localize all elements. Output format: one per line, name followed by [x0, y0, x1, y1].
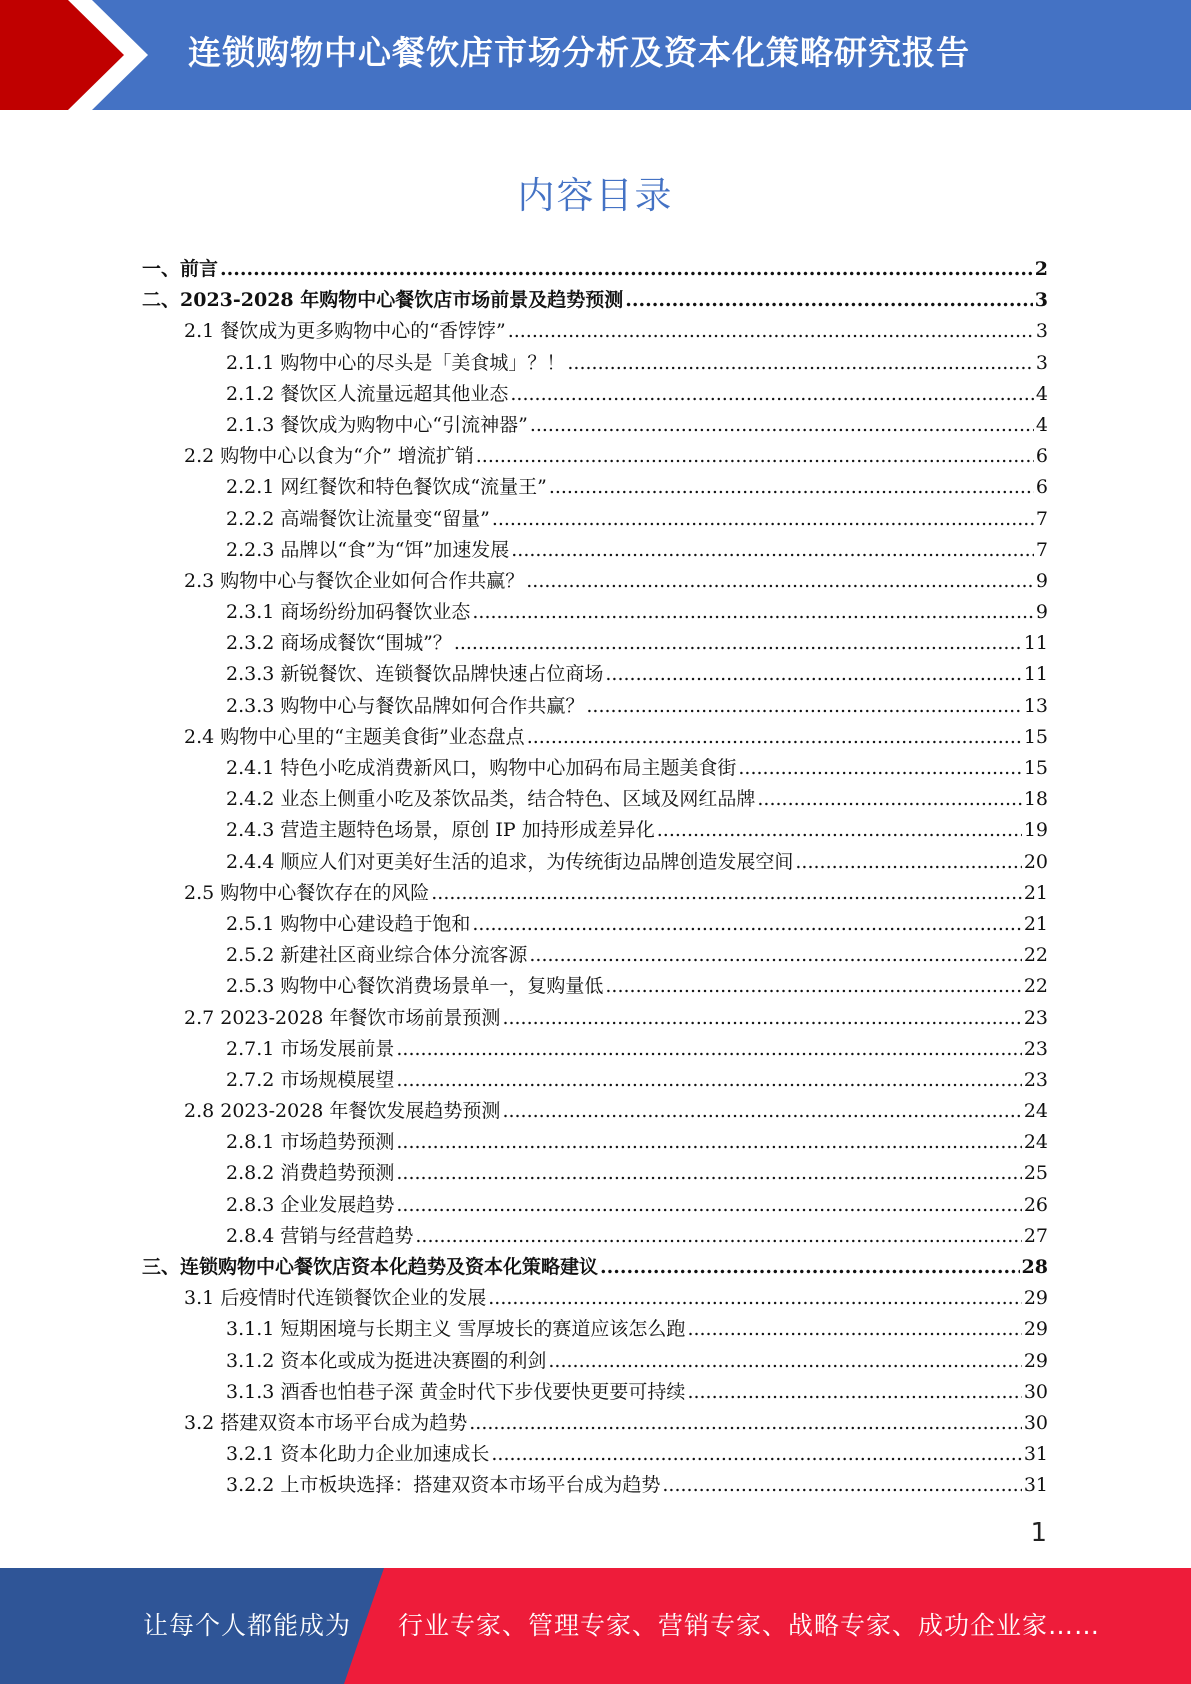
toc-entry[interactable]: [142, 1096, 1048, 1127]
toc-entry-page: 9: [1035, 601, 1048, 624]
toc-entry[interactable]: [142, 597, 1048, 628]
toc-entry-label: 2.2.2 高端餐饮让流量变“留量”: [226, 507, 490, 530]
toc-leader-dots: [502, 1096, 1021, 1127]
toc-entry-page: 11: [1023, 663, 1048, 686]
toc-entry-page: 4: [1035, 413, 1048, 436]
toc-leader-dots: [491, 1439, 1021, 1470]
toc-entry-label: 2.1.1 购物中心的尽头是「美食城」？！: [226, 351, 566, 374]
toc-leader-dots: [502, 1003, 1021, 1034]
toc-entry-page: 29: [1023, 1287, 1048, 1310]
toc-entry-label: 2.3.3 购物中心与餐饮品牌如何合作共赢？: [226, 694, 585, 717]
toc-leader-dots: [738, 753, 1021, 784]
toc-entry-label: 2.3.1 商场纷纷加码餐饮业态: [226, 601, 471, 624]
toc-entry-page: 9: [1035, 569, 1048, 592]
toc-entry-page: 21: [1023, 912, 1048, 935]
toc-entry-label: 2.5.2 新建社区商业综合体分流客源: [226, 944, 528, 967]
toc-leader-dots: [657, 815, 1022, 846]
toc-entry[interactable]: [142, 909, 1048, 940]
toc-leader-dots: [549, 472, 1034, 503]
toc-entry-page: 31: [1023, 1474, 1048, 1497]
toc-leader-dots: [567, 348, 1034, 379]
toc-entry[interactable]: [142, 1439, 1048, 1470]
toc-entry-label: 2.5.3 购物中心餐饮消费场景单一，复购量低: [226, 975, 604, 998]
toc-entry[interactable]: [142, 878, 1048, 909]
toc-entry-label: 2.4 购物中心里的“主题美食街”业态盘点: [184, 725, 525, 748]
toc-entry-page: 24: [1023, 1100, 1048, 1123]
toc-entry[interactable]: [142, 1408, 1048, 1439]
toc-leader-dots: [605, 971, 1021, 1002]
toc-entry-label: 2.1.3 餐饮成为购物中心“引流神器”: [226, 413, 528, 436]
toc-leader-dots: [396, 1127, 1021, 1158]
toc-entry[interactable]: [142, 285, 1048, 316]
toc-leader-dots: [510, 379, 1034, 410]
toc-entry-label: 2.3.3 新锐餐饮、连锁餐饮品牌快速占位商场: [226, 663, 604, 686]
toc-heading: 内容目录: [517, 174, 674, 217]
toc-entry-page: 6: [1035, 445, 1048, 468]
toc-entry-page: 7: [1035, 538, 1048, 561]
toc-entry[interactable]: [142, 379, 1048, 410]
toc-entry-label: 2.1 餐饮成为更多购物中心的“香饽饽”: [184, 320, 506, 343]
toc-entry-label: 3.1.2 资本化或成为挺进决赛圈的利剑: [226, 1349, 547, 1372]
toc-leader-dots: [476, 441, 1034, 472]
toc-leader-dots: [220, 254, 1033, 285]
toc-entry-label: 2.5.1 购物中心建设趋于饱和: [226, 912, 471, 935]
toc-entry-label: 3.2.1 资本化助力企业加速成长: [226, 1443, 490, 1466]
toc-entry-page: 30: [1023, 1380, 1048, 1403]
toc-entry[interactable]: [142, 1034, 1048, 1065]
toc-entry-label: 2.2 购物中心以食为“介” 增流扩销: [184, 445, 474, 468]
toc-entry-label: 2.8.4 营销与经营趋势: [226, 1224, 414, 1247]
header-arrow-decoration: [0, 0, 160, 110]
toc-leader-dots: [492, 504, 1034, 535]
toc-entry-page: 13: [1023, 694, 1048, 717]
toc-entry-label: 一、前言: [142, 258, 219, 280]
toc-entry[interactable]: [142, 348, 1048, 379]
toc-leader-dots: [396, 1158, 1021, 1189]
toc-leader-dots: [472, 909, 1021, 940]
toc-leader-dots: [488, 1283, 1022, 1314]
toc-entry-label: 2.1.2 餐饮区人流量远超其他业态: [226, 382, 509, 405]
toc-entry-label: 2.4.2 业态上侧重小吃及茶饮品类，结合特色、区域及网红品牌: [226, 788, 756, 811]
toc-entry[interactable]: [142, 691, 1048, 722]
toc-entry[interactable]: [142, 535, 1048, 566]
toc-leader-dots: [757, 784, 1021, 815]
toc-entry-label: 2.5 购物中心餐饮存在的风险: [184, 881, 430, 904]
toc-entry-label: 2.4.4 顺应人们对更美好生活的追求，为传统街边品牌创造发展空间: [226, 850, 794, 873]
toc-entry-page: 2: [1034, 258, 1048, 280]
toc-leader-dots: [472, 597, 1034, 628]
toc-leader-dots: [795, 847, 1021, 878]
toc-entry[interactable]: [142, 1127, 1048, 1158]
toc-entry-page: 3: [1034, 289, 1048, 312]
toc-leader-dots: [625, 285, 1033, 316]
toc-entry[interactable]: [142, 504, 1048, 535]
toc-entry[interactable]: [142, 971, 1048, 1002]
toc-leader-dots: [431, 878, 1022, 909]
toc-leader-dots: [396, 1034, 1021, 1065]
toc-entry-label: 2.7 2023-2028 年餐饮市场前景预测: [184, 1006, 501, 1029]
toc-entry-label: 2.4.1 特色小吃成消费新风口，购物中心加码布局主题美食街: [226, 757, 737, 779]
toc-entry-label: 3.2 搭建双资本市场平台成为趋势: [184, 1411, 468, 1434]
toc-entry-page: 22: [1023, 944, 1048, 967]
toc-entry-label: 二、2023-2028 年购物中心餐饮店市场前景及趋势预测: [142, 289, 624, 312]
toc-entry[interactable]: [142, 784, 1048, 815]
toc-entry[interactable]: [142, 659, 1048, 690]
toc-leader-dots: [396, 1065, 1021, 1096]
toc-entry-page: 23: [1023, 1068, 1048, 1091]
toc-entry-label: 2.4.3 营造主题特色场景，原创 IP 加持形成差异化: [226, 819, 655, 842]
toc-entry-label: 3.1.1 短期困境与长期主义 雪厚坡长的赛道应该怎么跑: [226, 1318, 686, 1341]
toc-entry[interactable]: [142, 847, 1048, 878]
toc-entry[interactable]: [142, 1470, 1048, 1501]
toc-entry[interactable]: [142, 628, 1048, 659]
toc-entry-page: 6: [1035, 476, 1048, 499]
toc-leader-dots: [526, 566, 1034, 597]
report-title: 连锁购物中心餐饮店市场分析及资本化策略研究报告: [188, 33, 970, 72]
toc-entry[interactable]: [142, 1158, 1048, 1189]
toc-leader-dots: [529, 940, 1021, 971]
toc-leader-dots: [530, 410, 1034, 441]
toc-leader-dots: [687, 1314, 1021, 1345]
toc-entry-page: 23: [1023, 1006, 1048, 1029]
toc-entry-page: 23: [1023, 1037, 1048, 1060]
toc-leader-dots: [662, 1470, 1021, 1501]
toc-leader-dots: [548, 1346, 1021, 1377]
toc-entry-page: 24: [1023, 1131, 1048, 1154]
toc-entry-page: 7: [1035, 507, 1048, 530]
toc-entry-page: 28: [1021, 1256, 1048, 1278]
toc-entry-page: 21: [1023, 881, 1048, 904]
toc-entry-label: 2.8.3 企业发展趋势: [226, 1193, 395, 1216]
toc-entry-page: 19: [1023, 819, 1048, 842]
toc-entry-page: 18: [1023, 788, 1048, 811]
toc-entry[interactable]: [142, 1190, 1048, 1221]
toc-entry-label: 2.8 2023-2028 年餐饮发展趋势预测: [184, 1100, 501, 1123]
toc-leader-dots: [469, 1408, 1022, 1439]
toc-leader-dots: [687, 1377, 1021, 1408]
page-number: 1: [1030, 1518, 1047, 1548]
toc-entry[interactable]: [142, 566, 1048, 597]
toc-entry-label: 2.8.1 市场趋势预测: [226, 1131, 395, 1154]
toc-entry-label: 3.2.2 上市板块选择：搭建双资本市场平台成为趋势: [226, 1474, 661, 1497]
toc-leader-dots: [396, 1190, 1021, 1221]
toc-entry-label: 2.2.1 网红餐饮和特色餐饮成“流量王”: [226, 476, 547, 499]
table-of-contents: [142, 254, 1048, 1502]
toc-entry-label: 3.1 后疫情时代连锁餐饮企业的发展: [184, 1287, 487, 1310]
toc-entry-page: 15: [1023, 757, 1048, 779]
toc-leader-dots: [454, 628, 1022, 659]
toc-entry-label: 2.2.3 品牌以“食”为“饵”加速发展: [226, 538, 510, 561]
toc-entry-page: 27: [1023, 1224, 1048, 1247]
toc-entry-label: 3.1.3 酒香也怕巷子深 黄金时代下步伐要快更要可持续: [226, 1380, 686, 1403]
toc-entry-page: 22: [1023, 975, 1048, 998]
toc-entry[interactable]: [142, 1283, 1048, 1314]
toc-entry-page: 26: [1023, 1193, 1048, 1216]
toc-entry-page: 30: [1023, 1411, 1048, 1434]
toc-entry-page: 31: [1023, 1443, 1048, 1466]
toc-entry[interactable]: [142, 316, 1048, 347]
toc-entry[interactable]: [142, 1314, 1048, 1345]
footer-band: [0, 1568, 1191, 1684]
toc-entry[interactable]: [142, 1346, 1048, 1377]
toc-entry-page: 25: [1023, 1162, 1048, 1185]
toc-entry[interactable]: [142, 1377, 1048, 1408]
toc-entry[interactable]: [142, 815, 1048, 846]
toc-entry-label: 2.8.2 消费趋势预测: [226, 1162, 395, 1185]
toc-entry[interactable]: [142, 1221, 1048, 1252]
toc-entry[interactable]: [142, 254, 1048, 285]
toc-entry[interactable]: [142, 1065, 1048, 1096]
toc-entry-page: 15: [1023, 725, 1048, 748]
toc-entry[interactable]: [142, 722, 1048, 753]
toc-leader-dots: [600, 1252, 1020, 1283]
toc-leader-dots: [527, 722, 1022, 753]
toc-leader-dots: [511, 535, 1034, 566]
toc-leader-dots: [415, 1221, 1021, 1252]
toc-entry[interactable]: [142, 472, 1048, 503]
toc-entry-page: 3: [1035, 351, 1048, 374]
toc-entry[interactable]: [142, 940, 1048, 971]
toc-entry-label: 2.3.2 商场成餐饮“围城”？: [226, 632, 452, 655]
toc-entry[interactable]: [142, 1252, 1048, 1283]
toc-entry[interactable]: [142, 441, 1048, 472]
toc-entry-page: 29: [1023, 1318, 1048, 1341]
toc-entry-label: 2.3 购物中心与餐饮企业如何合作共赢？: [184, 569, 525, 592]
toc-entry-label: 2.7.2 市场规模展望: [226, 1068, 395, 1091]
toc-entry[interactable]: [142, 410, 1048, 441]
toc-entry-page: 4: [1035, 382, 1048, 405]
toc-entry[interactable]: [142, 1003, 1048, 1034]
header-band: [0, 0, 1191, 110]
toc-entry-page: 3: [1035, 320, 1048, 343]
toc-entry-page: 29: [1023, 1349, 1048, 1372]
footer-slogan-left: 让每个人都能成为: [143, 1611, 352, 1640]
toc-leader-dots: [586, 691, 1021, 722]
footer-slogan-right: 行业专家、管理专家、营销专家、战略专家、成功企业家……: [398, 1611, 1101, 1640]
toc-leader-dots: [605, 659, 1021, 690]
toc-entry[interactable]: [142, 753, 1048, 784]
toc-entry-label: 三、连锁购物中心餐饮店资本化趋势及资本化策略建议: [142, 1256, 599, 1278]
toc-leader-dots: [508, 316, 1034, 347]
toc-entry-label: 2.7.1 市场发展前景: [226, 1037, 395, 1060]
toc-entry-page: 20: [1023, 850, 1048, 873]
toc-entry-page: 11: [1023, 632, 1048, 655]
